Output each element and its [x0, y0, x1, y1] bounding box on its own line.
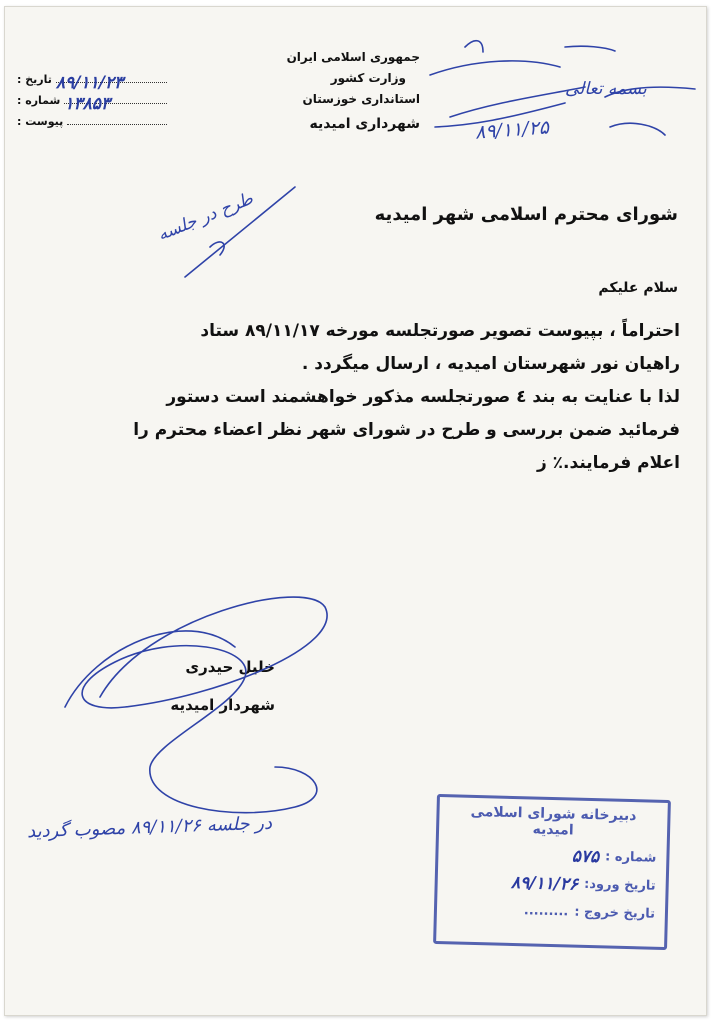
stamp-exit-value: ......... — [523, 903, 569, 920]
handwritten-approval-note: در جلسه ۸۹/۱۱/۲۶ مصوب گردید — [26, 812, 273, 843]
letterhead-country: جمهوری اسلامی ایران — [286, 50, 420, 64]
stamp-exit-row — [447, 895, 656, 928]
handwritten-top-right-note: بسمه تعالی — [565, 79, 647, 99]
stamp-title: دبیرخانه شورای اسلامی امیدیه — [470, 803, 637, 839]
meta-attachment-row — [17, 111, 167, 132]
handwritten-left-note: طرح در جلسه — [154, 188, 256, 246]
stamp-number-value: ۵۷۵ — [571, 846, 600, 868]
stamp-exit-label: تاریخ خروج : — [574, 904, 656, 922]
signer-block — [135, 648, 275, 724]
letter-body — [36, 315, 680, 480]
letterhead-ministry: وزارت کشور — [330, 71, 406, 85]
letter-meta — [17, 69, 167, 132]
letterhead-province: استانداری خوزستان — [302, 92, 420, 106]
letter-page — [4, 6, 707, 1016]
meta-date-row — [17, 69, 167, 93]
stamp-number-label: شماره : — [604, 849, 657, 866]
body-line: احتراماً ، بپیوست تصویر صورتجلسه مورخه ۸۹/۱۱/۱۷ ستاد — [200, 321, 680, 341]
stamp-entry-value: ۸۹/۱۱/۲۶ — [510, 872, 579, 895]
letterhead — [260, 47, 420, 135]
body-line: فرمائید ضمن بررسی و طرح در شورای شهر نظر اعضاء محترم را — [133, 420, 680, 440]
letterhead-municipality: شهرداری امیدیه — [309, 116, 420, 132]
signer-name: خلیل حیدری — [185, 658, 275, 676]
salutation: سلام علیکم — [598, 280, 678, 296]
recipient-heading: شورای محترم اسلامی شهر امیدیه — [374, 204, 678, 225]
meta-date-value: ۸۹/۱۱/۲۳ — [55, 73, 124, 93]
meta-date-label: تاریخ : — [17, 73, 52, 86]
handwritten-referral-date: ۸۹/۱۱/۲۵ — [474, 116, 550, 144]
body-line: اعلام فرمایند.٪ ز — [536, 453, 680, 473]
signer-title: شهردار امیدیه — [170, 696, 275, 714]
meta-number-row — [17, 90, 167, 114]
body-line: راهیان نور شهرستان امیدیه ، ارسال میگردد . — [301, 354, 680, 374]
stamp-entry-label: تاریخ ورود: — [583, 876, 656, 894]
meta-attachment-label: پیوست : — [17, 115, 64, 128]
body-line: لذا با عنایت به بند ٤ صورتجلسه مذکور خواهشمند است دستور — [166, 387, 680, 407]
meta-number-label: شماره : — [17, 94, 61, 107]
council-secretariat-stamp — [433, 794, 671, 950]
meta-number-value: ۱۳۸۵۳ — [64, 94, 111, 114]
